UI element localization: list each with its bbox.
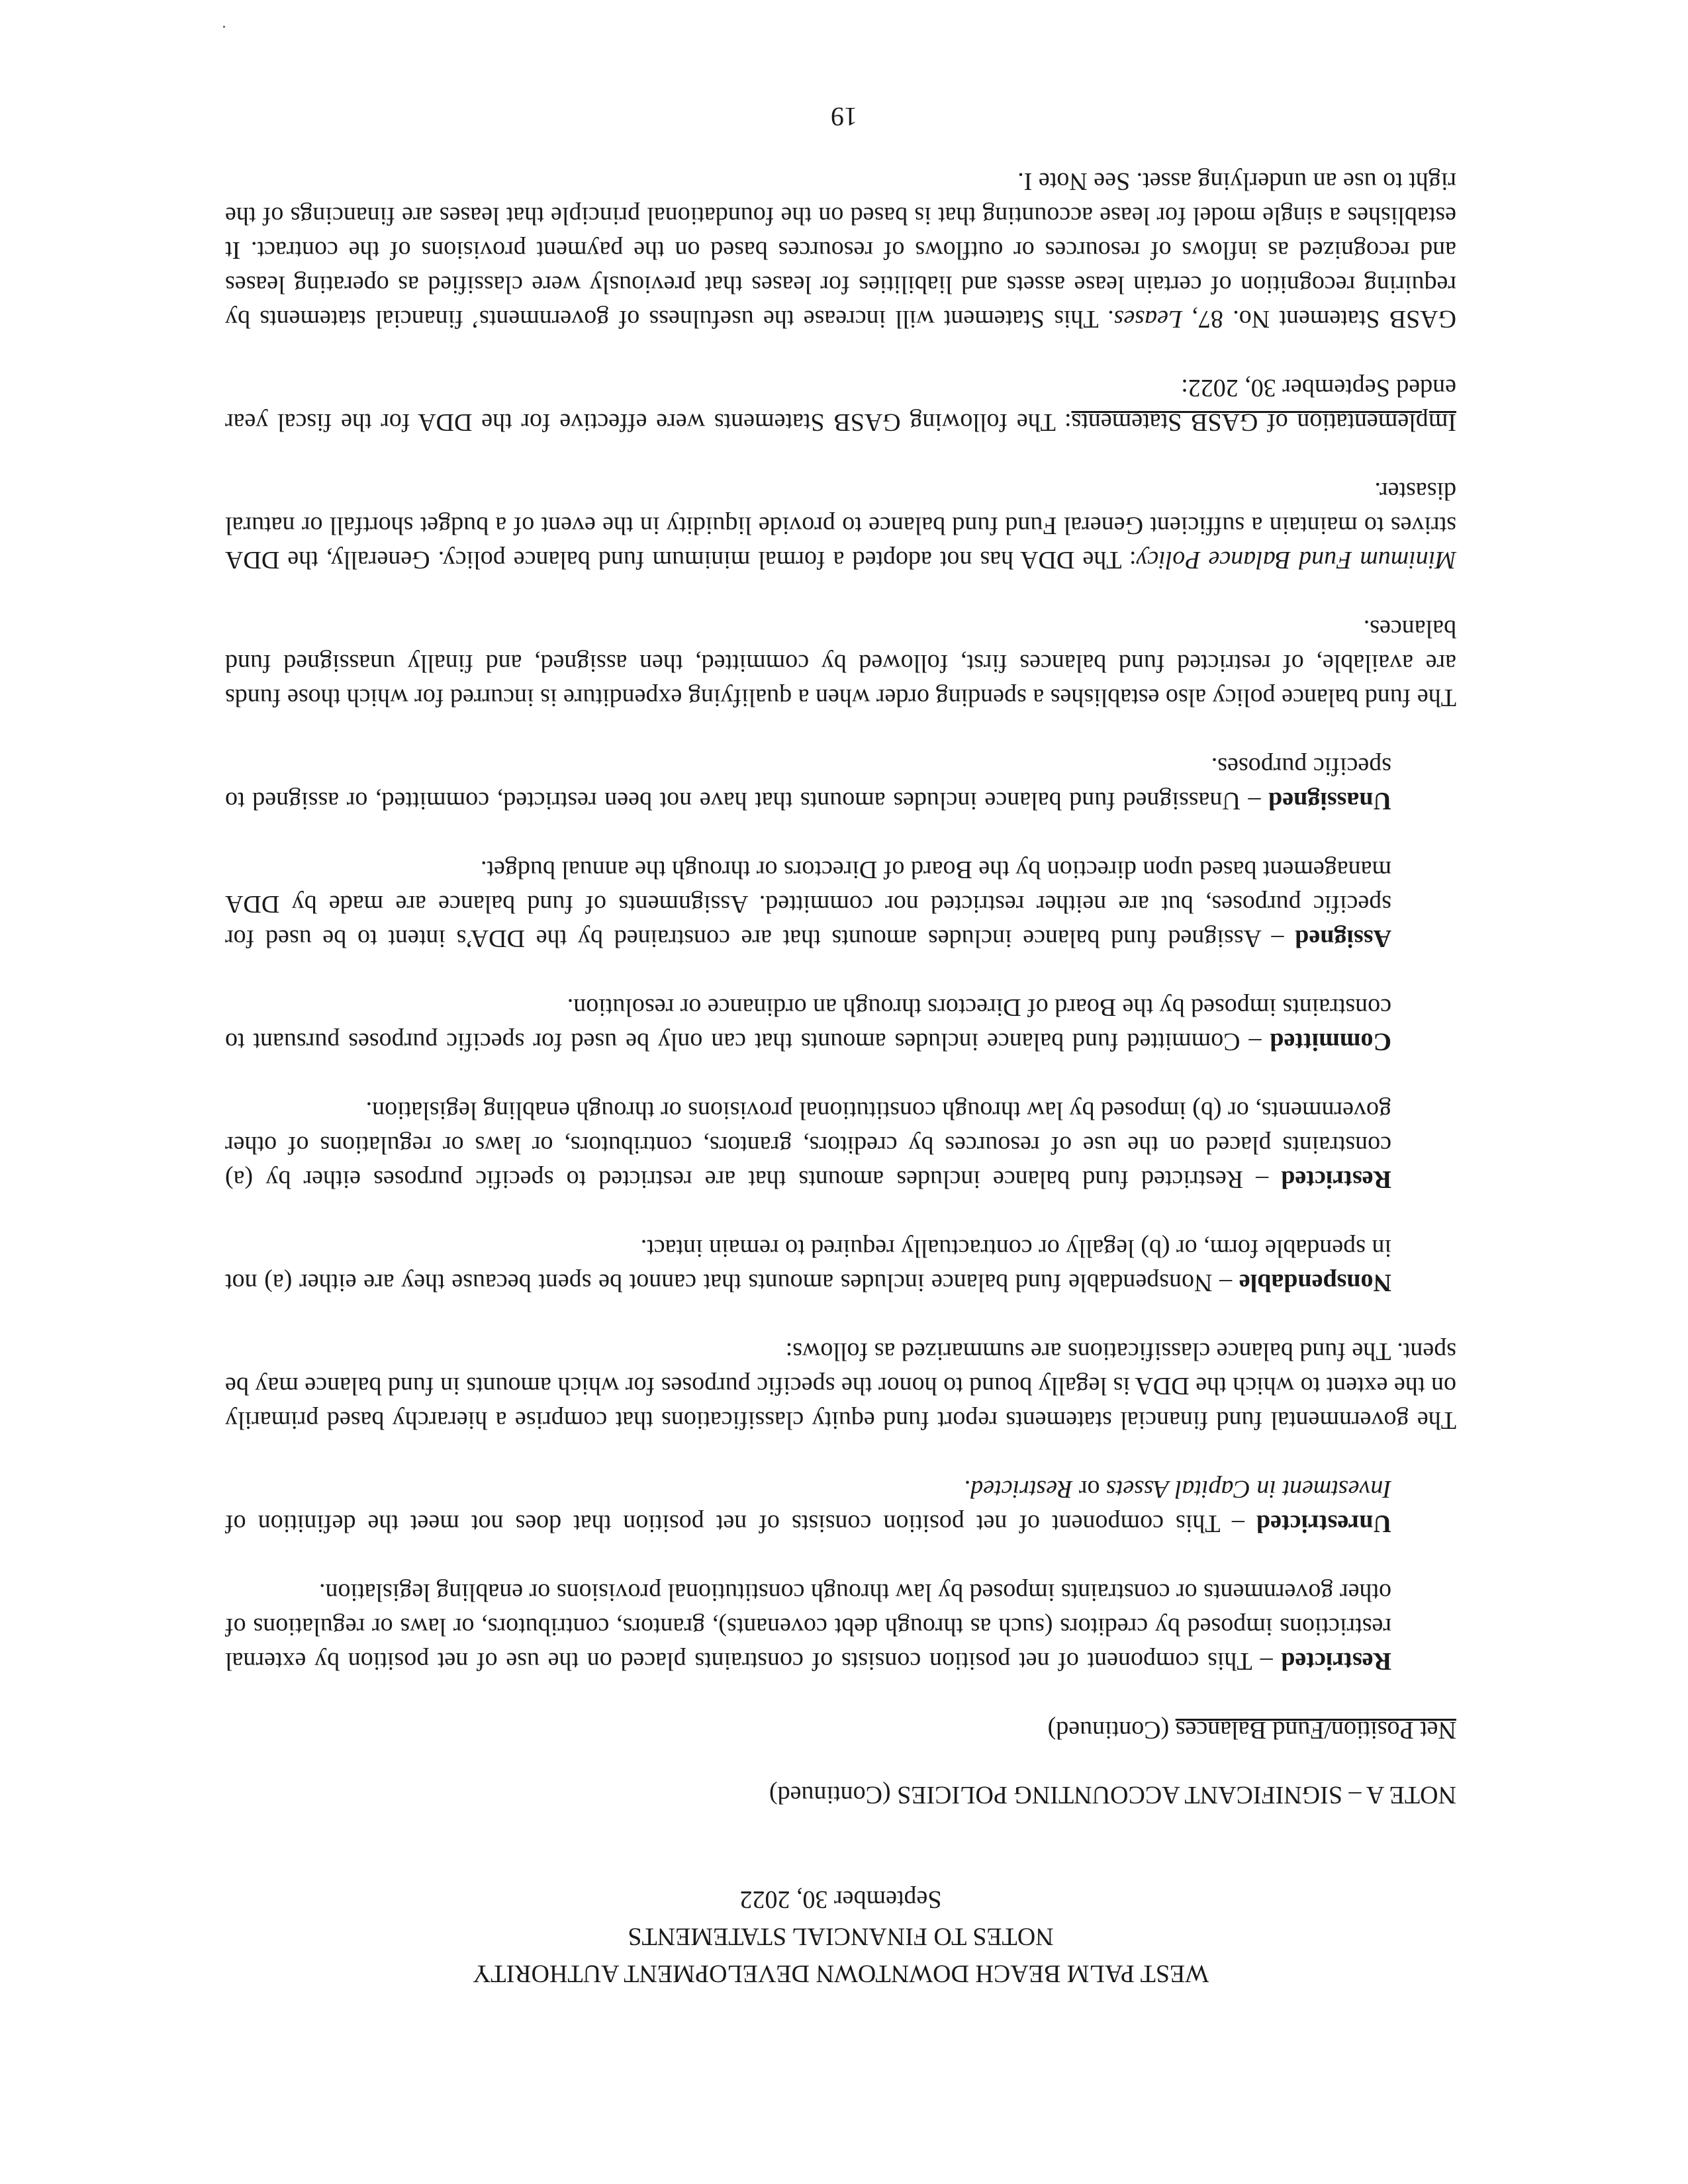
net-position-unrestricted	[225, 1472, 1456, 1541]
fund-committed	[225, 990, 1456, 1059]
spending-order-paragraph: The fund balance policy also establishes a spending order when a qualifying expenditure is incurred for which those funds are available, of restricted fund balances first, followed by committed, then assigned, and finally unassigned fund balances.	[225, 615, 1456, 711]
restricted-fund-text: – Restricted fund balance includes amounts that are restricted to specific purposes either by (a) constraints placed on the use of resources by creditors, grantors, contributors, or laws or regulations of other governments, or (b) imposed by law through constitutional provisions or through enabling legislation.	[225, 1097, 1391, 1193]
fund-nonspendable	[225, 1231, 1456, 1300]
gasb-87-leases: Leases	[1113, 305, 1183, 333]
fund-unassigned	[225, 749, 1456, 818]
unrestricted-italic-restricted: Restricted	[970, 1475, 1073, 1503]
gasb-implementation-label: Implementation of GASB Statements	[1071, 408, 1456, 436]
min-policy-label: Minimum Fund Balance Policy	[1136, 546, 1456, 574]
net-position-restricted	[225, 1575, 1456, 1678]
gasb-implementation	[225, 371, 1456, 439]
assigned-text: – Assigned fund balance includes amounts that are constrained by the DDA’s intent to be used for specific purposes, but are neither restricted nor committed. Assignments of fund balance are made by DDA management based upon direction by the Board of Directors or through the annual budget.	[225, 856, 1391, 952]
statement-date: September 30, 2022	[739, 1886, 942, 1913]
term-restricted-net-position: Restricted	[1281, 1647, 1391, 1675]
term-nonspendable: Nonspendable	[1239, 1269, 1391, 1297]
unrestricted-text: – This component of net position consists of net position that does not meet the definition of	[225, 1510, 1256, 1537]
page-number: 19	[831, 102, 857, 132]
note-title: NOTE A – SIGNIFICANT ACCOUNTING POLICIES (Continued)	[769, 1781, 1456, 1809]
document-title: NOTES TO FINANCIAL STATEMENTS	[628, 1923, 1054, 1950]
minimum-fund-balance-policy	[225, 474, 1456, 577]
nonspendable-text: – Nonspendable fund balance includes amounts that cannot be spent because they are either (a) not in spendable form, or (b) legally or contractually required to remain intact.	[225, 1234, 1391, 1297]
gasb-implementation-text: : The following GASB Statements were effective for the DDA for the fiscal year ended September 30, 2022:	[225, 374, 1456, 436]
min-policy-text: : The DDA has not adopted a formal minimum fund balance policy. Generally, the DDA strives to maintain a sufficient General Fund fund balance to provide liquidity in the event of a budget shortfall or natural disaster.	[225, 477, 1456, 574]
unrestricted-italic-capital-assets: Investment in Capital Assets	[1106, 1475, 1391, 1503]
term-assigned: Assigned	[1295, 925, 1391, 952]
subheading-continued: (Continued)	[1047, 1716, 1176, 1744]
term-committed: Committed	[1270, 1028, 1391, 1056]
unrestricted-end: .	[964, 1475, 971, 1503]
term-restricted-fund: Restricted	[1281, 1165, 1391, 1193]
gasb-87-start: GASB Statement No. 87,	[1182, 305, 1456, 333]
fund-classification-intro: The governmental fund financial statements report fund equity classifications that comprise a hierarchy based primarily on the extent to which the DDA is legally bound to honor the specific purposes for which amounts in fund balance may be spent. The fund balance classifications are summarized as follows:	[225, 1338, 1456, 1434]
restricted-net-position-text: – This component of net position consists of constraints placed on the use of net position by external restrictions imposed by creditors (such as through debt covenants), grantors, contributors, or laws or regulations of other governments or constraints imposed by law through constitutional provisions or enabling legislation.	[225, 1578, 1391, 1675]
fund-restricted	[225, 1093, 1456, 1197]
unassigned-text: – Unassigned fund balance includes amounts that have not been restricted, committed, or assigned to specific purposes.	[225, 752, 1391, 815]
term-unassigned: Unassigned	[1268, 787, 1391, 815]
gasb-87-paragraph	[225, 164, 1456, 336]
scan-speck	[223, 26, 225, 28]
subheading	[225, 1713, 1456, 1747]
subheading-label: Net Position/Fund Balances	[1175, 1716, 1456, 1744]
unrestricted-or: or	[1072, 1475, 1106, 1503]
term-unrestricted: Unrestricted	[1256, 1510, 1391, 1537]
gasb-87-text: . This Statement will increase the usefulness of governments’ financial statements by requiring recognition of certain lease assets and liabilities for leases that previously were classified as operating leases and recognized as inflows of resources or outflows of resources based on the payment provisions of the contract. It establishes a single model for lease accounting that is based on the foundational principle that leases are financings of the right to use an underlying asset. See Note I.	[225, 167, 1456, 333]
fund-assigned	[225, 852, 1456, 956]
page-content	[225, 164, 1456, 1992]
organization-title: WEST PALM BEACH DOWNTOWN DEVELOPMENT AUTHORITY	[472, 1960, 1209, 1987]
committed-text: – Committed fund balance includes amounts that can only be used for specific purposes pursuant to constraints imposed by the Board of Directors through an ordinance or resolution.	[225, 993, 1391, 1056]
